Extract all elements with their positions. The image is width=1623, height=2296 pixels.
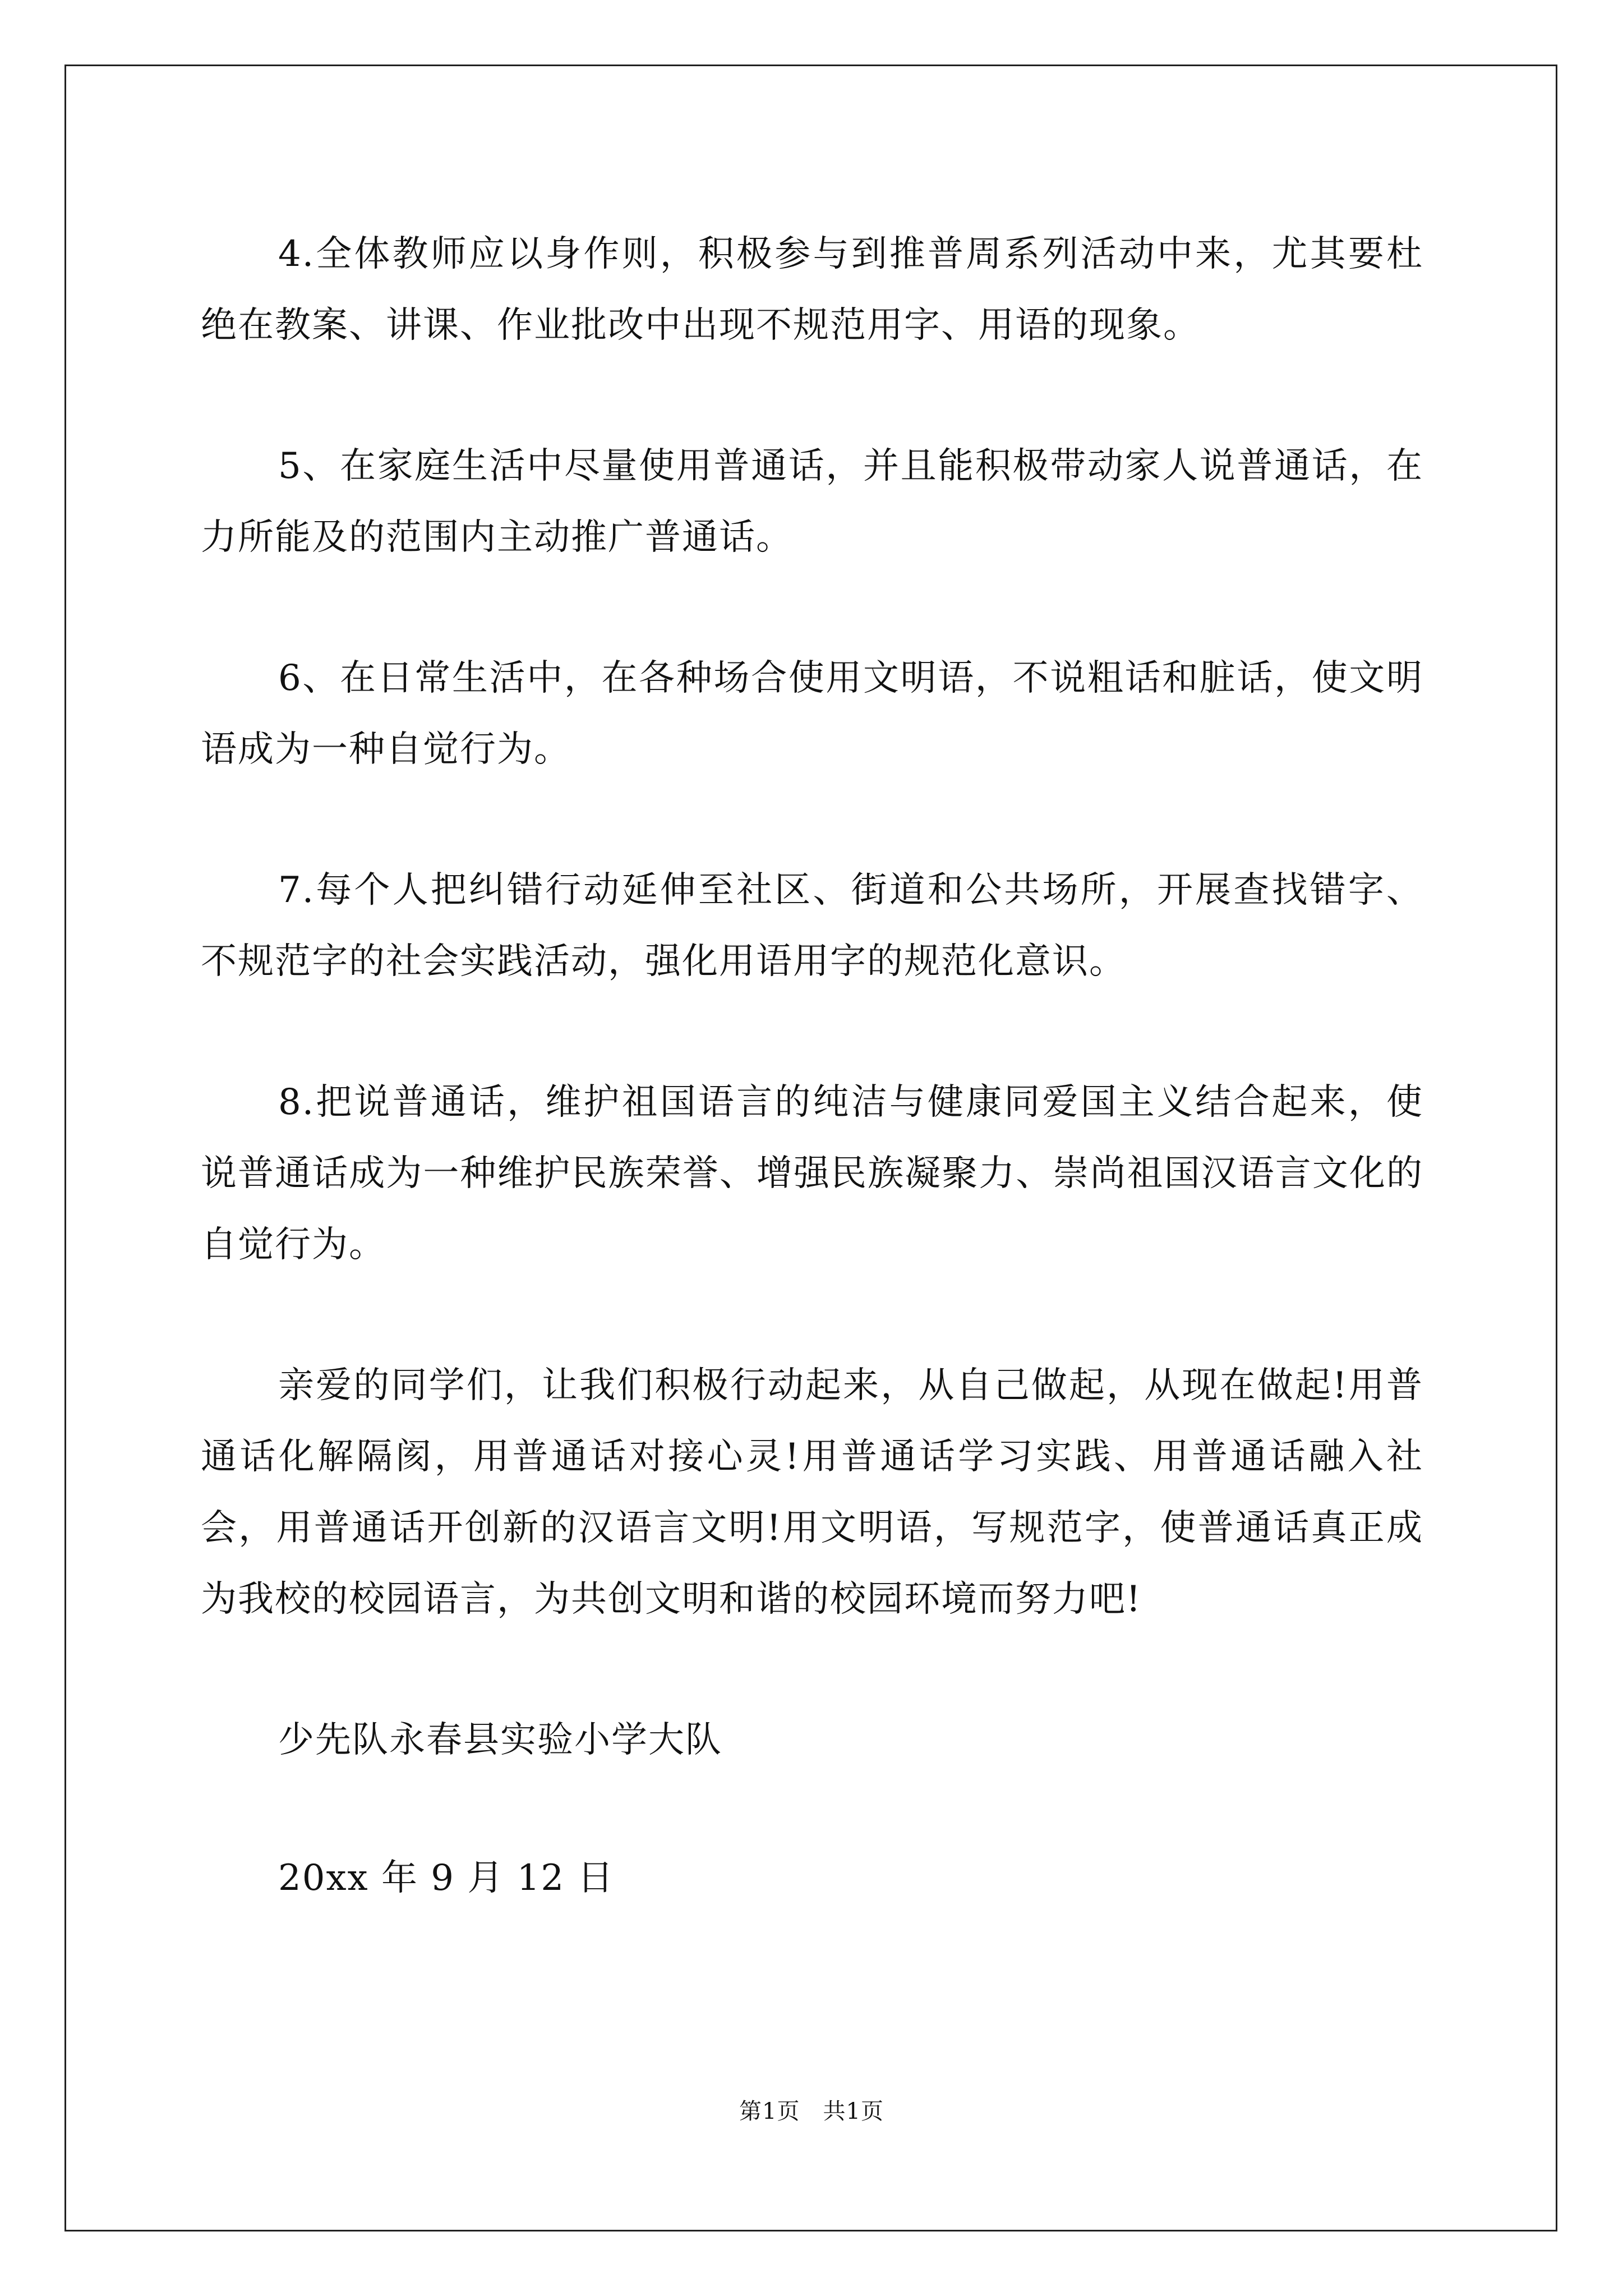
paragraph-item-5: 5、在家庭生活中尽量使用普通话，并且能积极带动家人说普通话，在力所能及的范围内主动推广普通话。 (201, 445, 1423, 558)
paragraph-item-4: 4.全体教师应以身作则，积极参与到推普周系列活动中来，尤其要杜绝在教案、讲课、作业批改中出现不规范用字、用语的现象。 (201, 233, 1423, 346)
paragraph-item-7: 7.每个人把纠错行动延伸至社区、街道和公共场所，开展查找错字、不规范字的社会实践活动，强化用语用字的规范化意识。 (201, 869, 1423, 982)
closing-paragraph: 亲爱的同学们，让我们积极行动起来，从自己做起，从现在做起!用普通话化解隔阂，用普通话对接心灵!用普通话学习实践、用普通话融入社会，用普通话开创新的汉语言文明!用文明语，写规范字，使普通话真正成为我校的校园语言，为共创文明和谐的校园环境而努力吧! (201, 1365, 1423, 1620)
page-footer: 第1页 共1页 (739, 2099, 884, 2124)
signature: 少先队永春县实验小学大队 (278, 1719, 722, 1761)
document-body (201, 219, 1423, 1984)
paragraph-item-8: 8.把说普通话，维护祖国语言的纯洁与健康同爱国主义结合起来，使说普通话成为一种维护民族荣誉、增强民族凝聚力、崇尚祖国汉语言文化的自觉行为。 (201, 1082, 1423, 1266)
date: 20xx 年 9 月 12 日 (278, 1857, 615, 1899)
paragraph-item-6: 6、在日常生活中，在各种场合使用文明语，不说粗话和脏话，使文明语成为一种自觉行为。 (201, 657, 1423, 770)
